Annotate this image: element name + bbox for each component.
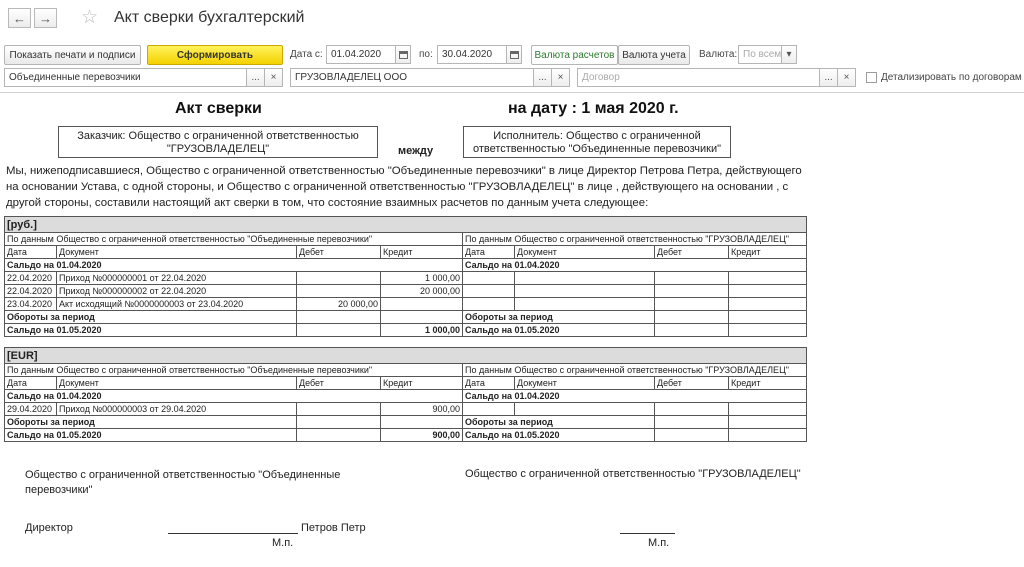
col-doc: Документ bbox=[57, 377, 297, 390]
contract-clear-button[interactable]: × bbox=[837, 68, 856, 87]
stamp-left: М.п. bbox=[272, 537, 294, 549]
contract-field[interactable]: Договор bbox=[577, 68, 820, 87]
stamp-right: М.п. bbox=[648, 537, 670, 549]
opening-balance-right: Сальдо на 01.04.2020 bbox=[463, 390, 807, 403]
col-debit: Дебет bbox=[297, 377, 381, 390]
cell-debit bbox=[297, 285, 381, 298]
left-side-header: По данным Общество с ограниченной ответственностью "Объединенные перевозчики" bbox=[5, 364, 463, 377]
turnover-left: Обороты за период bbox=[5, 416, 297, 429]
cell-credit: 900,00 bbox=[381, 403, 463, 416]
col-credit: Кредит bbox=[381, 246, 463, 259]
cell-debit bbox=[297, 272, 381, 285]
opening-balance-left: Сальдо на 01.04.2020 bbox=[5, 259, 463, 272]
col-date: Дата bbox=[5, 377, 57, 390]
table-row bbox=[5, 272, 807, 285]
calendar-icon bbox=[399, 51, 408, 59]
col-debit: Дебет bbox=[655, 377, 729, 390]
cell-credit: 1 000,00 bbox=[381, 272, 463, 285]
calendar-icon bbox=[510, 51, 519, 59]
cell-date: 22.04.2020 bbox=[5, 285, 57, 298]
opening-balance-left: Сальдо на 01.04.2020 bbox=[5, 390, 463, 403]
col-credit: Кредит bbox=[729, 377, 807, 390]
cell-doc: Приход №000000002 от 22.04.2020 bbox=[57, 285, 297, 298]
date-to-calendar-button[interactable] bbox=[506, 45, 522, 64]
show-prints-button[interactable]: Показать печати и подписи bbox=[4, 45, 141, 65]
cell-date: 23.04.2020 bbox=[5, 298, 57, 311]
act-paragraph: Мы, нижеподписавшиеся, Общество с ограниченной ответственностью "Объединенные перевозчики" в лице Директор Петрова Петра, действующего на основании Устава, с одной стороны, и Общество с ограниченной ответственностью "ГРУЗОВЛАДЕЛЕЦ" в лице , действующего на основании , с другой стороны, составили настоящий акт сверки в том, что состояние взаимных расчетов по данным учета следующее: bbox=[6, 165, 802, 209]
date-from-field[interactable]: 01.04.2020 bbox=[326, 45, 396, 64]
date-from-calendar-button[interactable] bbox=[395, 45, 411, 64]
director-name: Петров Петр bbox=[301, 522, 366, 534]
organization-clear-button[interactable]: × bbox=[551, 68, 570, 87]
currency-header: [EUR] bbox=[5, 348, 807, 364]
turnover-right: Обороты за период bbox=[463, 416, 655, 429]
currency-select[interactable]: По всем bbox=[738, 45, 782, 64]
col-date: Дата bbox=[463, 246, 515, 259]
table-row bbox=[5, 285, 807, 298]
signature-line-left bbox=[168, 533, 298, 534]
col-doc: Документ bbox=[515, 377, 655, 390]
forward-button[interactable] bbox=[34, 8, 57, 28]
currency-account-toggle[interactable]: Валюта учета bbox=[618, 45, 690, 65]
sign-left-org: Общество с ограниченной ответственностью "Объединенные перевозчики" bbox=[25, 469, 341, 496]
cell-credit bbox=[381, 298, 463, 311]
col-debit: Дебет bbox=[655, 246, 729, 259]
cell-date: 29.04.2020 bbox=[5, 403, 57, 416]
counterparty-clear-button[interactable]: × bbox=[264, 68, 283, 87]
turnover-left: Обороты за период bbox=[5, 311, 297, 324]
customer-box: Заказчик: Общество с ограниченной ответственностью "ГРУЗОВЛАДЕЛЕЦ" bbox=[58, 126, 378, 158]
cell-doc: Акт исходящий №0000000003 от 23.04.2020 bbox=[57, 298, 297, 311]
col-doc: Документ bbox=[515, 246, 655, 259]
contractor-box: Исполнитель: Общество с ограниченной ответственностью "Объединенные перевозчики" bbox=[463, 126, 731, 158]
closing-credit-left: 900,00 bbox=[381, 429, 463, 442]
table-row bbox=[5, 403, 807, 416]
col-credit: Кредит bbox=[729, 246, 807, 259]
right-side-header: По данным Общество с ограниченной ответственностью "ГРУЗОВЛАДЕЛЕЦ" bbox=[463, 364, 807, 377]
generate-button[interactable]: Сформировать bbox=[147, 45, 283, 65]
sign-right-org: Общество с ограниченной ответственностью "ГРУЗОВЛАДЕЛЕЦ" bbox=[465, 468, 801, 480]
page-title: Акт сверки бухгалтерский bbox=[114, 9, 305, 26]
cell-date: 22.04.2020 bbox=[5, 272, 57, 285]
date-from-label: Дата с: bbox=[290, 49, 323, 60]
organization-select-button[interactable]: ... bbox=[533, 68, 552, 87]
detail-by-contracts-label: Детализировать по договорам bbox=[881, 72, 1022, 83]
turnover-right: Обороты за период bbox=[463, 311, 655, 324]
organization-field[interactable]: ГРУЗОВЛАДЕЛЕЦ ООО bbox=[290, 68, 534, 87]
contract-select-button[interactable]: ... bbox=[819, 68, 838, 87]
between-label: между bbox=[398, 145, 434, 157]
report-date-heading: на дату : 1 мая 2020 г. bbox=[508, 100, 679, 117]
arrow-left-icon: ← bbox=[13, 10, 26, 26]
signature-line-right bbox=[620, 533, 675, 534]
detail-by-contracts-checkbox[interactable] bbox=[866, 72, 877, 83]
currency-label: Валюта: bbox=[699, 49, 738, 60]
col-date: Дата bbox=[463, 377, 515, 390]
cell-doc: Приход №000000001 от 22.04.2020 bbox=[57, 272, 297, 285]
counterparty-select-button[interactable]: ... bbox=[246, 68, 265, 87]
cell-debit: 20 000,00 bbox=[297, 298, 381, 311]
report-heading: Акт сверки bbox=[175, 100, 262, 117]
cell-debit bbox=[297, 403, 381, 416]
director-label: Директор bbox=[25, 522, 73, 534]
col-debit: Дебет bbox=[297, 246, 381, 259]
col-credit: Кредит bbox=[381, 377, 463, 390]
currency-header: [руб.] bbox=[5, 217, 807, 233]
eur-ledger-table bbox=[4, 347, 807, 442]
back-button[interactable] bbox=[8, 8, 31, 28]
closing-balance-left: Сальдо на 01.05.2020 bbox=[5, 429, 297, 442]
arrow-right-icon: → bbox=[39, 10, 52, 26]
title-bar bbox=[0, 0, 1024, 40]
date-to-label: по: bbox=[419, 49, 433, 60]
table-row bbox=[5, 298, 807, 311]
closing-balance-left: Сальдо на 01.05.2020 bbox=[5, 324, 297, 337]
right-side-header: По данным Общество с ограниченной ответственностью "ГРУЗОВЛАДЕЛЕЦ" bbox=[463, 233, 807, 246]
closing-balance-right: Сальдо на 01.05.2020 bbox=[463, 429, 655, 442]
left-side-header: По данным Общество с ограниченной ответственностью "Объединенные перевозчики" bbox=[5, 233, 463, 246]
date-to-field[interactable]: 30.04.2020 bbox=[437, 45, 507, 64]
opening-balance-right: Сальдо на 01.04.2020 bbox=[463, 259, 807, 272]
chevron-down-icon: ▾ bbox=[786, 49, 792, 60]
rub-ledger-table bbox=[4, 216, 807, 337]
counterparty-field[interactable]: Объединенные перевозчики bbox=[4, 68, 247, 87]
closing-balance-right: Сальдо на 01.05.2020 bbox=[463, 324, 655, 337]
currency-calc-toggle[interactable]: Валюта расчетов bbox=[531, 45, 618, 65]
col-doc: Документ bbox=[57, 246, 297, 259]
col-date: Дата bbox=[5, 246, 57, 259]
cell-doc: Приход №000000003 от 29.04.2020 bbox=[57, 403, 297, 416]
currency-dropdown-button[interactable] bbox=[781, 45, 797, 64]
cell-credit: 20 000,00 bbox=[381, 285, 463, 298]
closing-credit-left: 1 000,00 bbox=[381, 324, 463, 337]
favorite-star-icon[interactable]: ☆ bbox=[81, 7, 99, 28]
